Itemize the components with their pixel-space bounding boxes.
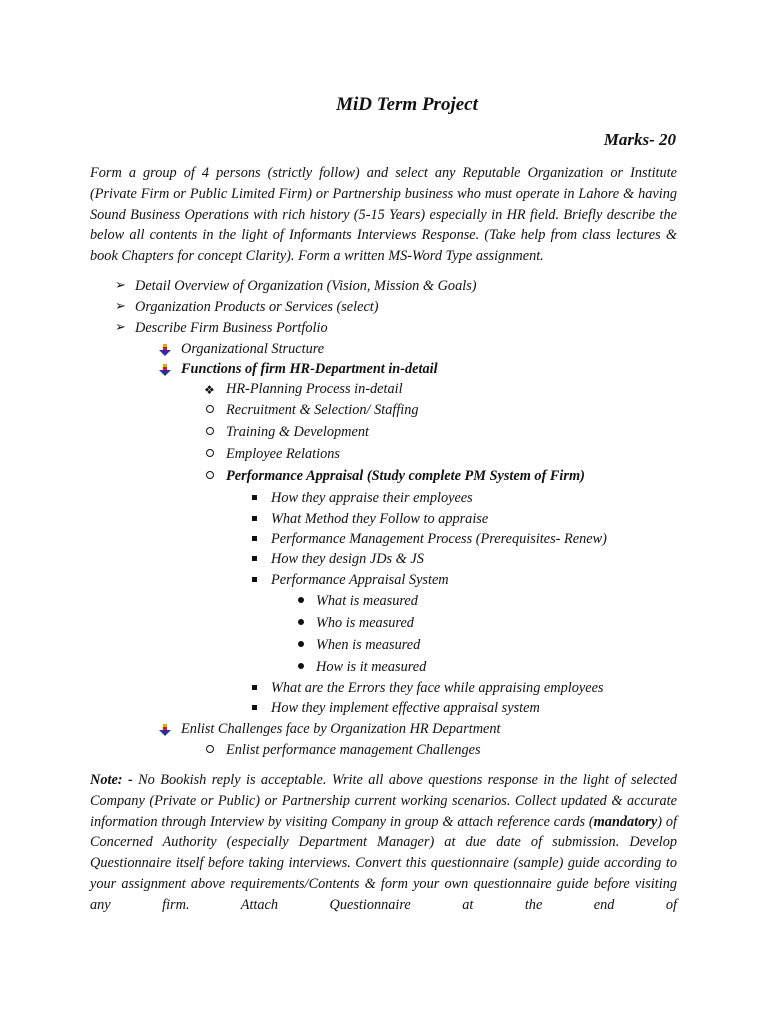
down-arrow-bullet-icon [159,723,171,735]
dot-bullet-icon [298,597,304,603]
outline-item [226,741,481,759]
note-text-part-1: No Bookish reply is acceptable. Write all above questions response in the light of selected Company (Private or Public) or Partnership current working scenarios. Collect updated & accurate information through Interview by visiting Company in group & attach reference cards ( [90,772,677,830]
outline-item-text: How they implement effective appraisal system [271,700,540,716]
arrow-bullet-icon: ➢ [115,320,126,335]
outline-item [271,679,603,697]
outline-item [226,401,419,419]
outline-item-text: How they appraise their employees [271,490,473,506]
down-arrow-bullet-icon [159,363,171,375]
outline-item [115,298,379,316]
outline-item [271,571,449,589]
outline-item-text: Functions of firm HR-Department in-detail [181,361,438,377]
arrow-bullet-icon: ➢ [115,299,126,314]
dot-bullet-icon [298,663,304,669]
square-bullet-icon [252,516,257,521]
circle-bullet-icon [206,427,214,435]
marks-label: Marks- 20 [603,130,676,149]
outline-item-text: Employee Relations [226,446,340,462]
note-emphasis: mandatory [593,813,658,830]
outline-item [226,423,369,441]
outline-item-text: Organization Products or Services (select) [135,299,379,315]
square-bullet-icon [252,536,257,541]
note-label: Note: - [90,772,133,788]
circle-bullet-icon [206,471,214,479]
outline-item [204,380,403,398]
outline-item-text: Detail Overview of Organization (Vision, Mission & Goals) [135,278,477,294]
dot-bullet-icon [298,619,304,625]
outline-item-text: How is it measured [316,659,427,675]
outline-item-text: What are the Errors they face while appraising employees [271,680,604,696]
dot-bullet-icon [298,641,304,647]
note-text-part-2: ) of Concerned Authority (especially Department Manager) at due date of submission. Develop Questionnaire itself before taking interviews. Convert this questionnaire (sample) guide according to your assignment above requirements/Contents & form your own questionnaire guide before visiting any firm. Attach Questionnaire at the end of [90,813,677,913]
square-bullet-icon [252,495,257,500]
outline-item [226,445,340,463]
outline-item [181,340,324,358]
outline-item [316,636,420,654]
outline-item [271,550,424,568]
circle-bullet-icon [206,745,214,753]
outline-item-text: What Method they Follow to appraise [271,511,489,527]
outline-item [226,467,585,485]
square-bullet-icon [252,705,257,710]
outline-item [271,489,473,507]
circle-bullet-icon [206,449,214,457]
outline-item-text: Enlist performance management Challenges [226,742,481,758]
diamond-bullet-icon: ❖ [204,383,215,397]
outline-item-text: How they design JDs & JS [271,551,424,567]
square-bullet-icon [252,556,257,561]
outline-item-text: Recruitment & Selection/ Staffing [226,402,419,418]
outline-item-text: What is measured [316,593,418,609]
square-bullet-icon [252,577,257,582]
outline-item-text: Training & Development [226,424,369,440]
outline-item-text: Performance Management Process (Prerequisites- Renew) [271,531,607,547]
outline-item [316,614,414,632]
outline-item-text: HR-Planning Process in-detail [226,381,403,397]
outline-item [316,658,426,676]
outline-item-text: Performance Appraisal System [271,572,449,588]
outline-item-text: Organizational Structure [181,341,325,357]
outline-item [271,699,540,717]
outline-item [115,277,477,295]
note-paragraph [90,770,677,916]
outline-item [271,510,488,528]
outline-item [181,720,501,738]
outline-item-text: Describe Firm Business Portfolio [135,320,328,336]
outline-item-text: Who is measured [316,615,414,631]
outline-item-text: When is measured [316,637,421,653]
outline-item-text: Performance Appraisal (Study complete PM System of Firm) [226,468,585,484]
outline-item [316,592,418,610]
circle-bullet-icon [206,405,214,413]
down-arrow-bullet-icon [159,343,171,355]
page-title: MiD Term Project [336,94,478,115]
outline-item [181,360,438,378]
intro-paragraph: Form a group of 4 persons (strictly follow) and select any Reputable Organization or Institute (Private Firm or Public Limited Firm) or Partnership business who must operate in Lahore & having Sound Business Operations with rich history (5-15 Years) especially in HR field. Briefly describe the below all contents in the light of Informants Interviews Response. (Take help from class lectures & book Chapters for concept Clarity). Form a written MS-Word Type assignment. [90,165,677,265]
outline-item [271,530,607,548]
outline-item [115,319,328,337]
outline-item-text: Enlist Challenges face by Organization HR Department [181,721,501,737]
square-bullet-icon [252,685,257,690]
arrow-bullet-icon: ➢ [115,278,126,293]
